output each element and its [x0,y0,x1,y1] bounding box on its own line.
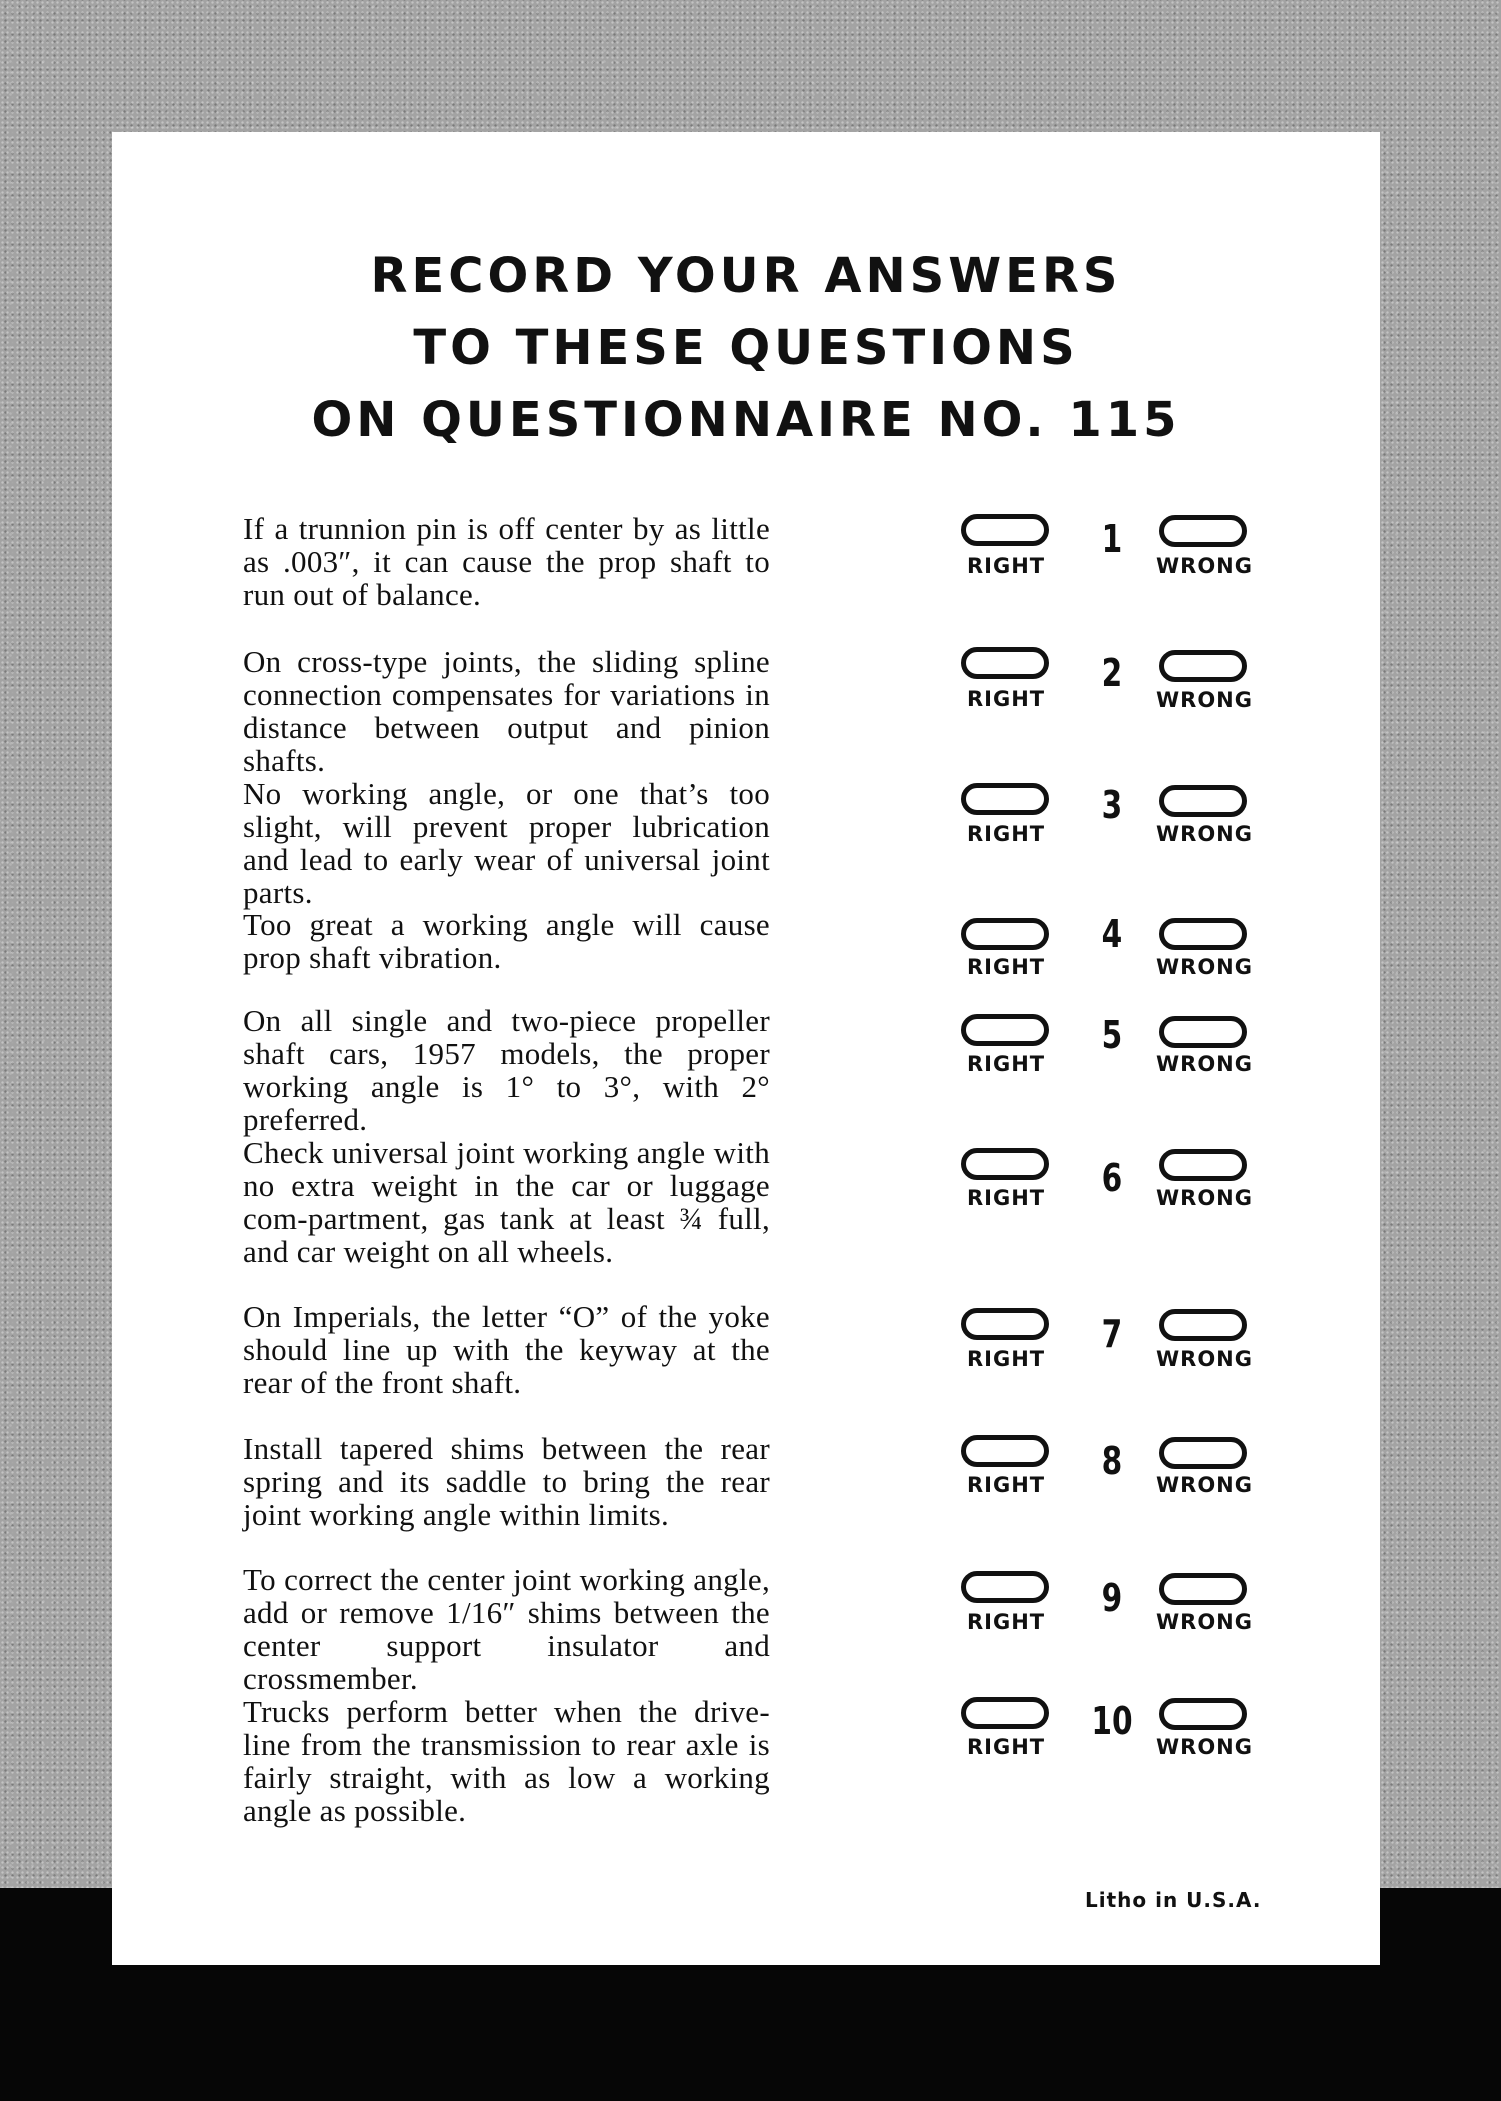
wrong-answer-bubble[interactable] [1159,785,1247,817]
title-line: TO THESE QUESTIONS [413,320,1079,376]
right-answer-bubble[interactable] [961,918,1049,950]
question-number: 1 [1101,517,1123,561]
right-label: RIGHT [967,687,1046,711]
right-answer-bubble[interactable] [961,514,1049,546]
question-text: On Imperials, the letter “O” of the yoke should line up with the keyway at the rear of the front shaft. [243,1299,770,1400]
question-text: Trucks perform better when the drive-line from the transmission to rear axle is fairly straight, with as low a working angle as possible. [243,1694,770,1828]
wrong-answer-bubble[interactable] [1159,1016,1247,1048]
wrong-label: WRONG [1156,1610,1253,1634]
right-label: RIGHT [967,1735,1046,1759]
question-text: If a trunnion pin is off center by as little as .003″, it can cause the prop shaft to run out of balance. [243,511,770,612]
question-text: On cross-type joints, the sliding spline connection compensates for variations in distance between output and pinion shafts. [243,644,770,778]
wrong-answer-bubble[interactable] [1159,1573,1247,1605]
question-text: Too great a working angle will cause prop shaft vibration. [243,907,770,975]
right-answer-bubble[interactable] [961,783,1049,815]
right-answer-bubble[interactable] [961,1697,1049,1729]
right-answer-bubble[interactable] [961,1308,1049,1340]
question-number: 6 [1101,1156,1123,1200]
right-answer-bubble[interactable] [961,1571,1049,1603]
wrong-answer-bubble[interactable] [1159,1149,1247,1181]
right-label: RIGHT [967,822,1046,846]
wrong-label: WRONG [1156,1347,1253,1371]
right-answer-bubble[interactable] [961,1148,1049,1180]
right-label: RIGHT [967,1610,1046,1634]
right-label: RIGHT [967,554,1046,578]
question-number: 10 [1091,1699,1133,1743]
wrong-label: WRONG [1156,822,1253,846]
printer-credit: Litho in U.S.A. [1085,1888,1262,1912]
question-number: 3 [1101,783,1123,827]
title-line: RECORD YOUR ANSWERS [370,248,1122,304]
question-number: 2 [1101,651,1123,695]
title-line: ON QUESTIONNAIRE NO. 115 [311,392,1181,448]
wrong-answer-bubble[interactable] [1159,1437,1247,1469]
wrong-answer-bubble[interactable] [1159,918,1247,950]
question-text: Install tapered shims between the rear spring and its saddle to bring the rear joint working angle within limits. [243,1431,770,1532]
wrong-label: WRONG [1156,955,1253,979]
right-label: RIGHT [967,1052,1046,1076]
question-number: 9 [1101,1576,1123,1620]
wrong-label: WRONG [1156,688,1253,712]
wrong-label: WRONG [1156,1052,1253,1076]
right-label: RIGHT [967,1347,1046,1371]
wrong-label: WRONG [1156,1186,1253,1210]
question-text: Check universal joint working angle with no extra weight in the car or luggage com-partment, gas tank at least ¾ full, and car weight on all wheels. [243,1135,770,1269]
wrong-answer-bubble[interactable] [1159,1309,1247,1341]
question-number: 5 [1101,1013,1123,1057]
right-label: RIGHT [967,1186,1046,1210]
right-answer-bubble[interactable] [961,1014,1049,1046]
wrong-label: WRONG [1156,554,1253,578]
right-answer-bubble[interactable] [961,647,1049,679]
question-text: No working angle, or one that’s too slight, will prevent proper lubrication and lead to early wear of universal joint parts. [243,776,770,910]
right-answer-bubble[interactable] [961,1435,1049,1467]
question-number: 7 [1101,1312,1123,1356]
page-title [112,240,1380,456]
wrong-label: WRONG [1156,1473,1253,1497]
wrong-answer-bubble[interactable] [1159,515,1247,547]
right-label: RIGHT [967,1473,1046,1497]
right-label: RIGHT [967,955,1046,979]
wrong-answer-bubble[interactable] [1159,650,1247,682]
question-number: 4 [1101,912,1123,956]
questionnaire-sheet [112,132,1380,1965]
question-text: On all single and two-piece propeller shaft cars, 1957 models, the proper working angle is 1° to 3°, with 2° preferred. [243,1003,770,1137]
question-text: To correct the center joint working angle, add or remove 1/16″ shims between the center support insulator and crossmember. [243,1562,770,1696]
question-number: 8 [1101,1439,1123,1483]
wrong-answer-bubble[interactable] [1159,1698,1247,1730]
wrong-label: WRONG [1156,1735,1253,1759]
